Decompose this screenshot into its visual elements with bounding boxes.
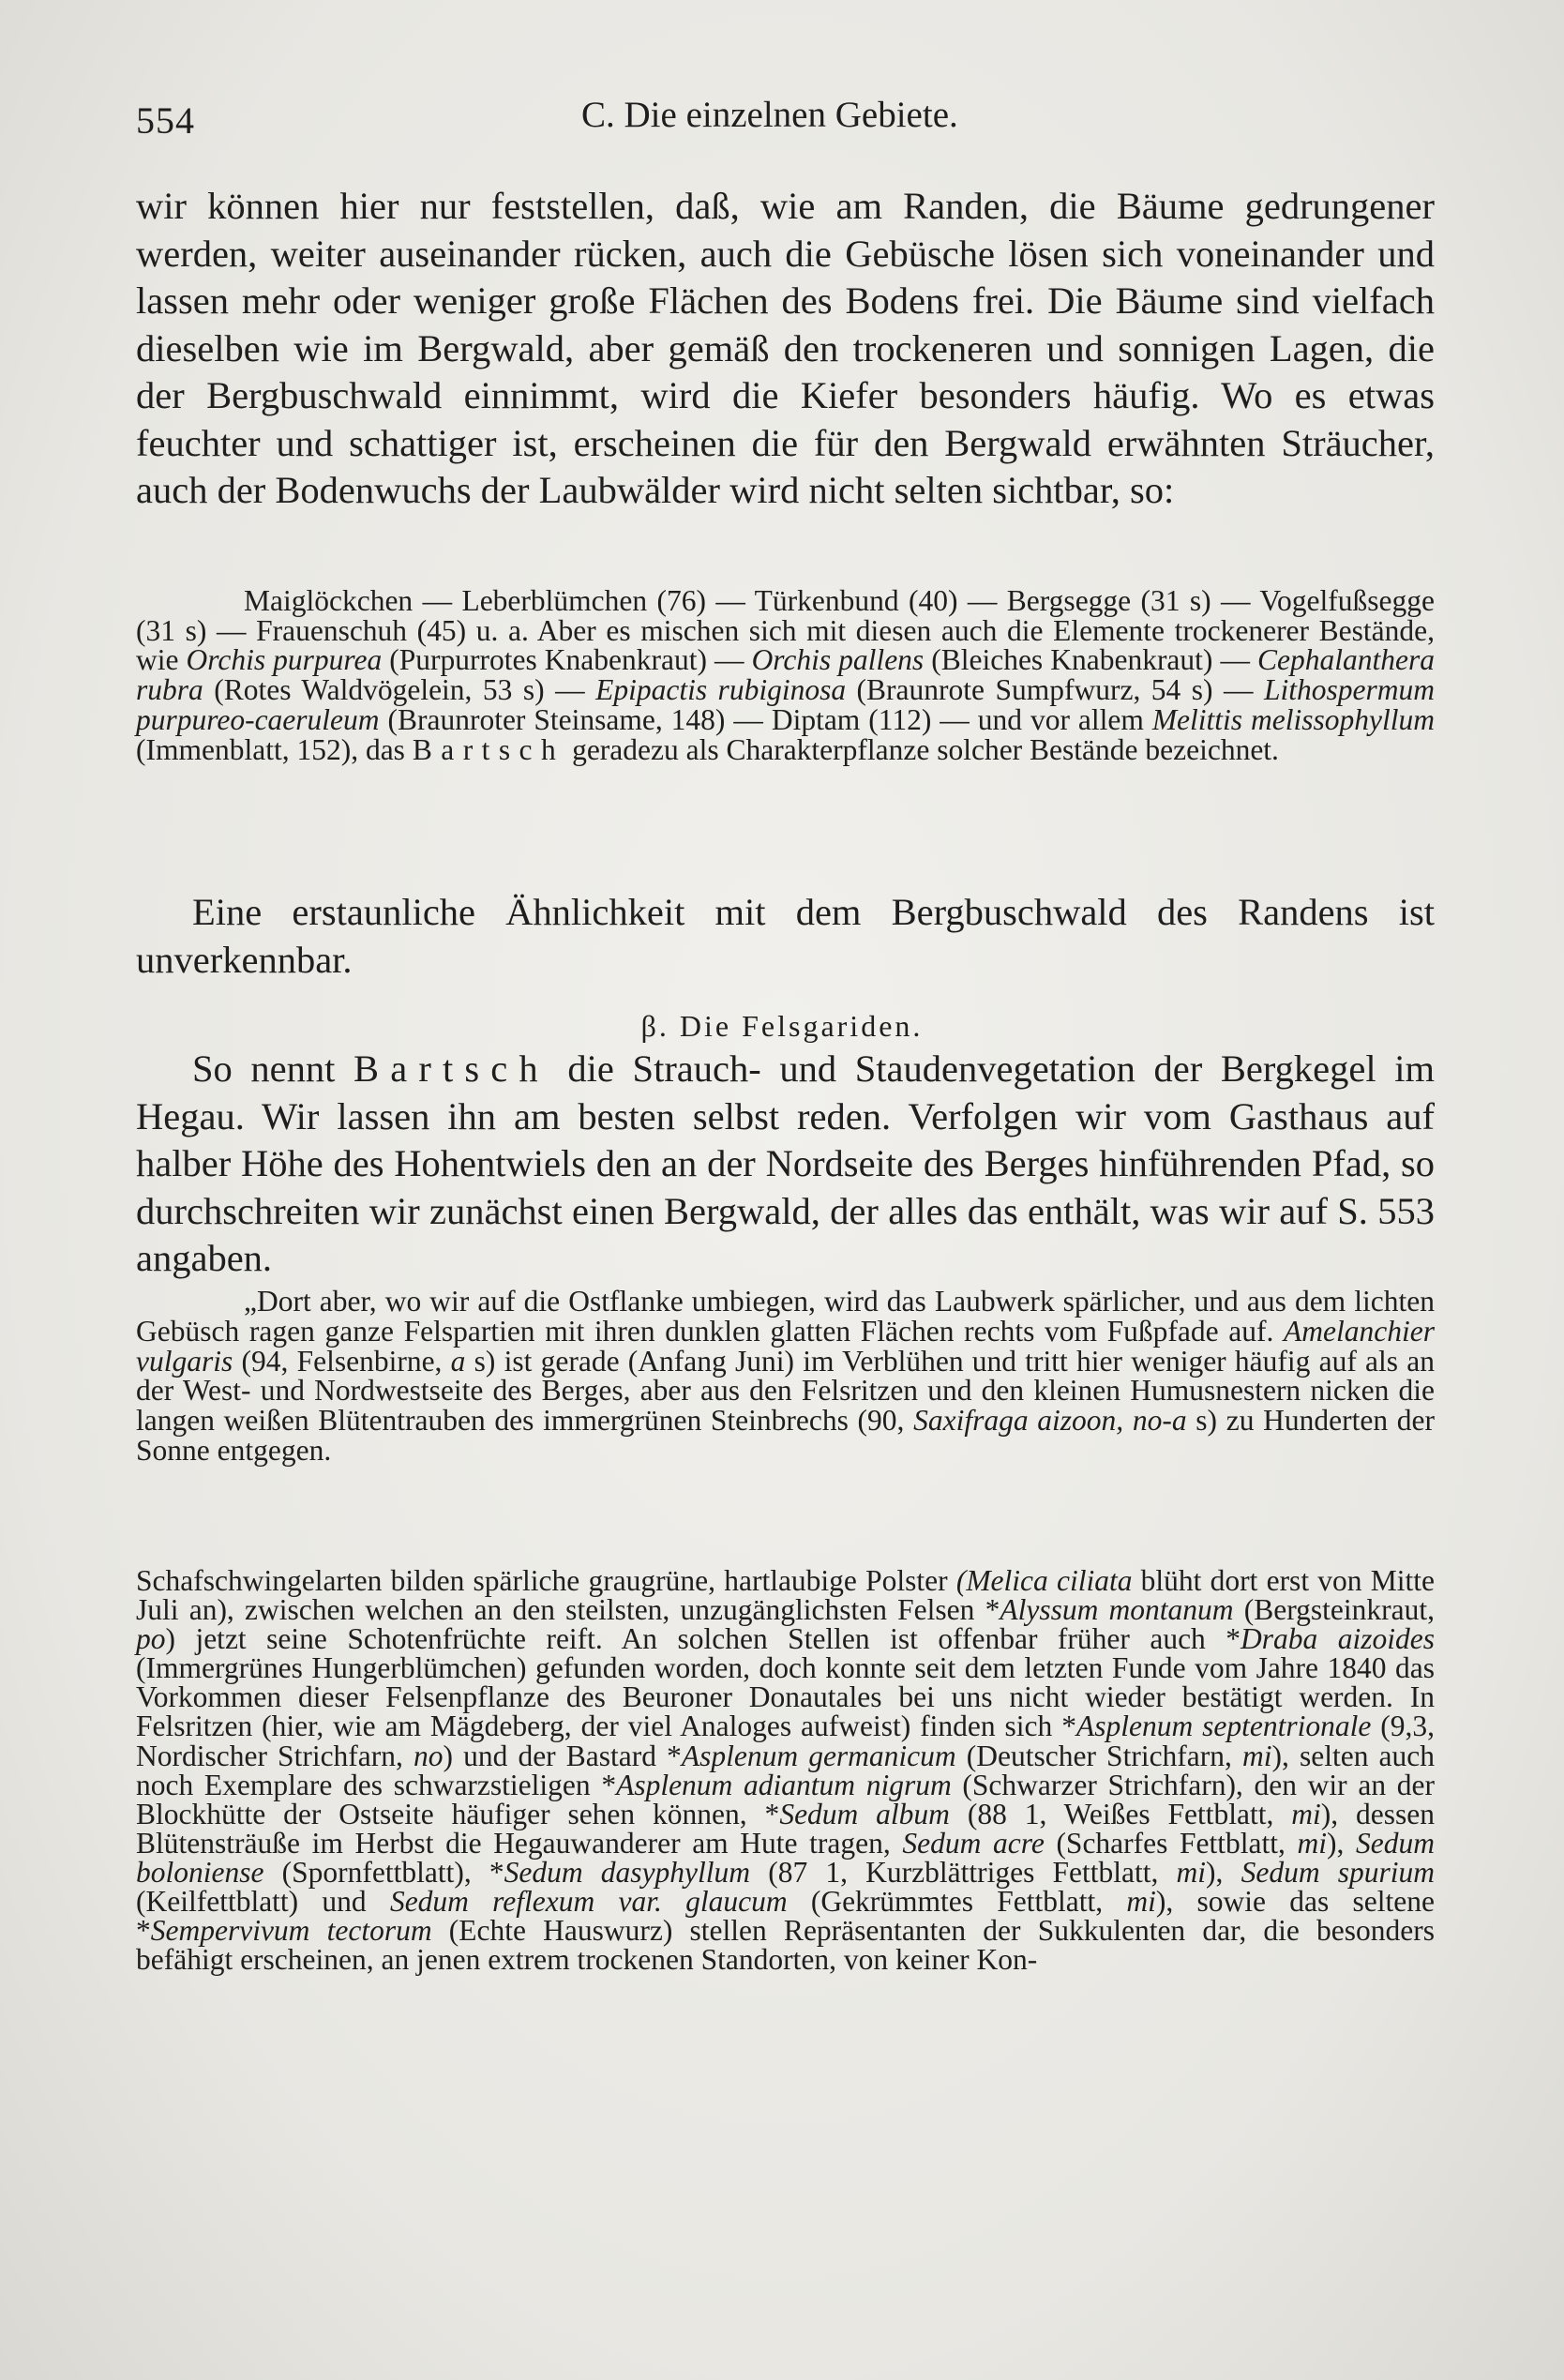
text-run: „Dort aber, wo wir auf die Ostflanke umbiegen, wird das Laubwerk spärlicher, und aus dem lichten Gebüsch ragen ganze Felspartien mit ihren dunklen glatten Flächen rechts vom Fußpfade auf. (136, 1285, 1435, 1348)
text-run: (9,3, Nordischer Strichfarn, (136, 1710, 1436, 1772)
abbreviation: a (450, 1344, 466, 1378)
text-run: Schafschwingelarten bilden spärliche graugrüne, hartlaubige Polster (136, 1564, 956, 1597)
text-run: (87 1, Kurzblättriges Fettblatt, (750, 1855, 1177, 1889)
text-run: (Spornfettblatt), * (263, 1855, 504, 1889)
text-run: (Braunrote Sumpfwurz, 54 s) — (846, 673, 1264, 707)
text-run: (Scharfes Fettblatt, (1044, 1826, 1298, 1860)
abbreviation: mi (1242, 1739, 1272, 1772)
abbreviation: mi (1291, 1797, 1321, 1830)
text-run: ), (1206, 1855, 1241, 1889)
text-run: (Deutscher Strichfarn, (955, 1739, 1242, 1772)
paragraph-similarity (136, 889, 1435, 984)
author-name: Bartsch (412, 732, 565, 766)
species-name: Sedum acre (902, 1826, 1045, 1860)
text-run: s) ist gerade (Anfang Juni) im Verblühen und tritt hier weniger häufig auf als an der West- und Nordwestseite des Berges, aber aus den Felsritzen und den kleinen Humusnestern nicken die langen weißen Blütentrauben des immergrünen Steinbrechs (90, (136, 1344, 1435, 1438)
text-run: Maiglöckchen — Leberblümchen (76) — Türkenbund (40) — Bergsegge (31 s) — Vogelfußsegge (31 s) — Frauenschuh (45) u. a. Aber es mischen sich mit diesen auch die Elemente trockenerer Bestände, wie (136, 584, 1435, 677)
abbreviation: mi (1176, 1855, 1207, 1889)
page-number: 554 (136, 99, 195, 142)
text-run: (Purpurrotes Knabenkraut) — (382, 643, 752, 677)
paragraph-felsgariden (136, 1046, 1435, 1283)
text-run: (Echte Hauswurz) stellen Repräsentanten der Sukkulenten dar, die besonders befähigt erscheinen, an jenen extrem trockenen Standorten, von keiner Kon- (136, 1914, 1436, 1977)
paragraph-intro (136, 183, 1435, 515)
species-name: Asplenum septentrionale (1075, 1710, 1372, 1743)
section-heading: β. Die Felsgariden. (640, 1009, 924, 1043)
text-run: (Gekrümmtes Fettblatt, (787, 1885, 1127, 1919)
text-run: (Schwarzer Strichfarn), den wir an der Blockhütte der Ostseite häufiger sehen können, * (136, 1768, 1435, 1830)
species-name: Sedum boloniense (136, 1826, 1435, 1889)
page-header (136, 89, 1435, 145)
species-name: Sedum reflexum var. glaucum (389, 1885, 788, 1919)
abbreviation: mi (1297, 1826, 1328, 1860)
abbreviation: no (414, 1739, 444, 1772)
paragraph-text: Eine erstaunliche Ähnlichkeit mit dem Bergbuschwald des Randens ist unverkennbar. (136, 891, 1435, 981)
text-run: (Braunroter Steinsame, 148) — Diptam (112) — und vor allem (379, 702, 1152, 736)
species-name: Saxifraga aizoon, no-a (913, 1404, 1187, 1438)
text-run: geradezu als Charakterpflanze solcher Bestände bezeichnet. (564, 732, 1279, 766)
species-name: Orchis purpurea (186, 643, 383, 677)
text-run: So nennt (192, 1047, 354, 1090)
species-name: (Melica ciliata (955, 1564, 1133, 1597)
species-name: Asplenum adiantum nigrum (616, 1768, 952, 1801)
species-name: Orchis pallens (751, 643, 925, 677)
text-run: (94, Felsenbirne, (233, 1344, 451, 1378)
text-run: (Rotes Waldvögelein, 53 s) — (203, 673, 596, 707)
running-head: C. Die einzelnen Gebiete. (581, 95, 958, 135)
species-name: Melittis melissophyllum (1151, 702, 1435, 736)
text-run: (88 1, Weißes Fettblatt, (949, 1797, 1292, 1830)
text-run: (Bleiches Knabenkraut) — (924, 643, 1257, 677)
quote-paragraph-1 (136, 1287, 1435, 1466)
species-name: Amelanchier vulgaris (136, 1314, 1435, 1378)
species-name: Epipactis rubiginosa (595, 673, 847, 707)
species-name: Asplenum germanicum (681, 1739, 956, 1772)
paragraph-text: wir können hier nur feststellen, daß, wie am Randen, die Bäume gedrungener werden, weiter auseinander rücken, auch die Gebüsche lösen sich voneinander und lassen mehr oder weniger große Flächen des Bodens frei. Die Bäume sind vielfach dieselben wie im Bergwald, aber gemäß den trockeneren und sonnigen Lagen, die der Bergbuschwald einnimmt, wird die Kiefer besonders häufig. Wo es etwas feuchter und schattiger ist, erscheinen die für den Bergwald erwähnten Sträucher, auch der Bodenwuchs der Laubwälder wird nicht selten sichtbar, so: (136, 185, 1435, 511)
text-run: ), selten auch noch Exemplare des schwarzstieligen * (136, 1739, 1436, 1801)
species-name: Sedum dasyphyllum (504, 1855, 751, 1889)
text-run: die Strauch- und Staudenvegetation der Bergkegel im Hegau. Wir lassen ihn am besten selbst reden. Verfolgen wir vom Gasthaus auf halber Höhe des Hohentwiels den an der Nordseite des Berges hinführenden Pfad, so durchschreiten wir zunächst einen Bergwald, der alles das enthält, was wir auf S. 553 angaben. (136, 1047, 1435, 1279)
text-run: ), dessen Blütensträuße im Herbst die Hegauwanderer am Hute tragen, (136, 1797, 1435, 1860)
species-name: Lithospermum purpureo-caeruleum (136, 673, 1436, 736)
text-run: (Bergsteinkraut, (1233, 1593, 1435, 1627)
quote-paragraph-2 (136, 1564, 1436, 1977)
abbreviation: mi (1126, 1885, 1156, 1919)
species-name: Draba aizoides (1241, 1622, 1436, 1656)
species-name: Sedum spurium (1241, 1855, 1436, 1889)
species-name: Sempervivum tectorum (150, 1914, 432, 1948)
species-name: Cephalanthera rubra (136, 643, 1435, 707)
text-run: (Immergrünes Hungerblümchen) gefunden worden, doch konnte seit dem letzten Funde vom Jahre 1840 das Vorkommen dieser Felsenpflanze des Beuroner Donautales bei uns nicht wieder bestätigt werden. In Felsritzen (hier, wie am Mägdeberg, der viel Analoges aufweist) finden sich * (136, 1651, 1435, 1743)
text-run: ), sowie das seltene * (136, 1885, 1435, 1948)
text-run: ) jetzt seine Schotenfrüchte reift. An solchen Stellen ist offenbar früher auch * (165, 1622, 1241, 1656)
text-run: s) zu Hunderten der Sonne entgegen. (136, 1404, 1435, 1467)
species-name: Sedum album (779, 1797, 950, 1830)
author-name: Bartsch (353, 1047, 549, 1090)
species-name: Alyssum montanum (1000, 1593, 1234, 1627)
abbreviation: po (136, 1622, 166, 1656)
text-run: (Immenblatt, 152), das (136, 732, 413, 766)
text-run: blüht dort erst von Mitte Juli an), zwischen welchen an den steilsten, unzugänglichsten Felsen * (136, 1564, 1435, 1627)
text-run: (Keilfettblatt) und (136, 1885, 390, 1919)
plant-list-paragraph (136, 586, 1435, 764)
text-run: ), (1327, 1826, 1357, 1860)
text-run: ) und der Bastard * (443, 1739, 682, 1772)
